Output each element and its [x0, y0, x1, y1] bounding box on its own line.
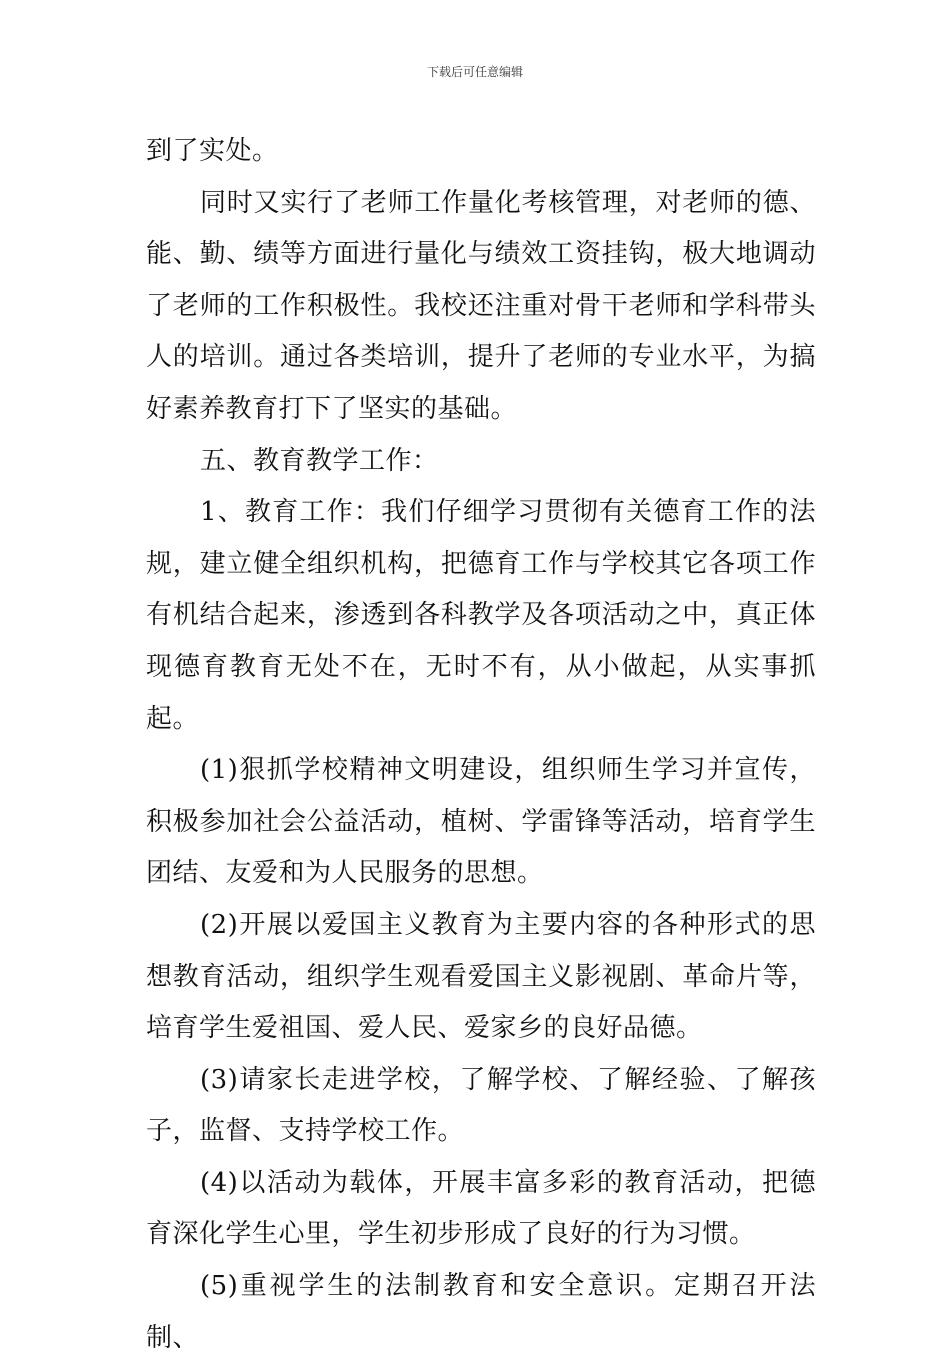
paragraph: 同时又实行了老师工作量化考核管理，对老师的德、能、勤、绩等方面进行量化与绩效工资挂钩，极大地调动了老师的工作积极性。我校还注重对骨干老师和学科带头人的培训。通过各类培训，提升了老师的专业水平，为搞好素养教育打下了坚实的基础。: [146, 187, 816, 424]
page-header: 下载后可任意编辑: [426, 65, 523, 79]
list-item: (2)开展以爱国主义教育为主要内容的各种形式的思想教育活动，组织学生观看爱国主义影视剧、革命片等，培育学生爱祖国、爱人民、爱家乡的良好品德。: [146, 909, 816, 1044]
section-heading: 五、教育教学工作：: [200, 445, 439, 476]
list-item: (1)狠抓学校精神文明建设，组织师生学习并宣传，积极参加社会公益活动，植树、学雷锋等活动，培育学生团结、友爱和为人民服务的思想。: [146, 755, 816, 889]
list-item: (4)以活动为载体，开展丰富多彩的教育活动，把德育深化学生心里，学生初步形成了良好的行为习惯。: [146, 1167, 816, 1250]
list-item: (3)请家长走进学校，了解学校、了解经验、了解孩子，监督、支持学校工作。: [146, 1064, 816, 1147]
document-body: [146, 126, 816, 1364]
paragraph: 1、教育工作：我们仔细学习贯彻有关德育工作的法规，建立健全组织机构，把德育工作与学校其它各项工作有机结合起来，渗透到各科教学及各项活动之中，真正体现德育教育无处不在，无时不有，从小做起，从实事抓起。: [146, 497, 816, 734]
paragraph: 到了实处。: [146, 136, 279, 166]
list-item: (5)重视学生的法制教育和安全意识。定期召开法制、: [146, 1271, 816, 1353]
